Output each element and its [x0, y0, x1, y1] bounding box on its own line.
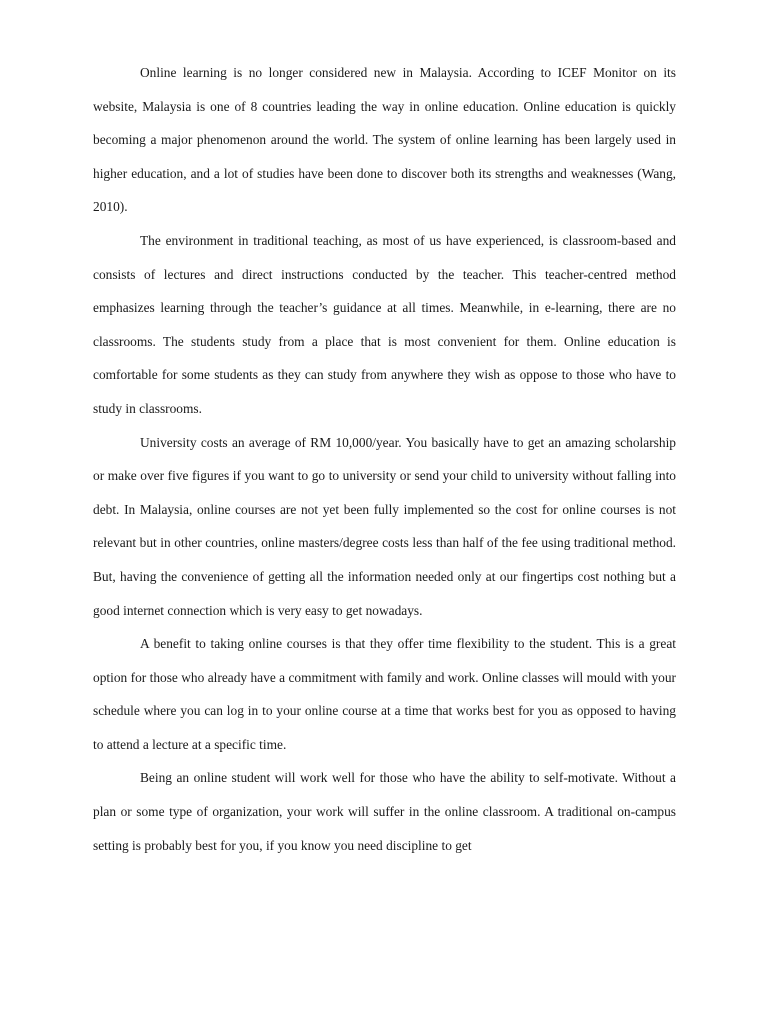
paragraph-time-flexibility: A benefit to taking online courses is that they offer time flexibility to the student. This is a great option for those who already have a commitment with family and work. Online classes will mould with your schedule where you can log in to your online course at a time that works best for you as opposed to having to attend a lecture at a specific time. [93, 636, 676, 752]
paragraph-online-learning-intro: Online learning is no longer considered new in Malaysia. According to ICEF Monitor on its website, Malaysia is one of 8 countries leading the way in online education. Online education is quickly becoming a major phenomenon around the world. The system of online learning has been largely used in higher education, and a lot of studies have been done to discover both its strengths and weaknesses (Wang, 2010). [93, 65, 676, 215]
paragraph-traditional-teaching: The environment in traditional teaching, as most of us have experienced, is classroom-based and consists of lectures and direct instructions conducted by the teacher. This teacher-centred method emphasizes learning through the teacher’s guidance at all times. Meanwhile, in e-learning, there are no classrooms. The students study from a place that is most convenient for them. Online education is comfortable for some students as they can study from anywhere they wish as oppose to those who have to study in classrooms. [93, 232, 676, 416]
paragraph-university-costs: University costs an average of RM 10,000/year. You basically have to get an amazing scholarship or make over five figures if you want to go to university or send your child to university without falling into debt. In Malaysia, online courses are not yet been fully implemented so the cost for online courses is not relevant but in other countries, online masters/degree costs less than half of the fee using traditional method. But, having the convenience of getting all the information needed only at our fingertips cost nothing but a good internet connection which is very easy to get nowadays. [93, 434, 676, 618]
paragraph-self-motivation: Being an online student will work well for those who have the ability to self-motivate. Without a plan or some type of organization, your work will suffer in the online classroom. A traditional on-campus setting is probably best for you, if you know you need discipline to get [93, 770, 676, 853]
document-page [93, 56, 676, 862]
